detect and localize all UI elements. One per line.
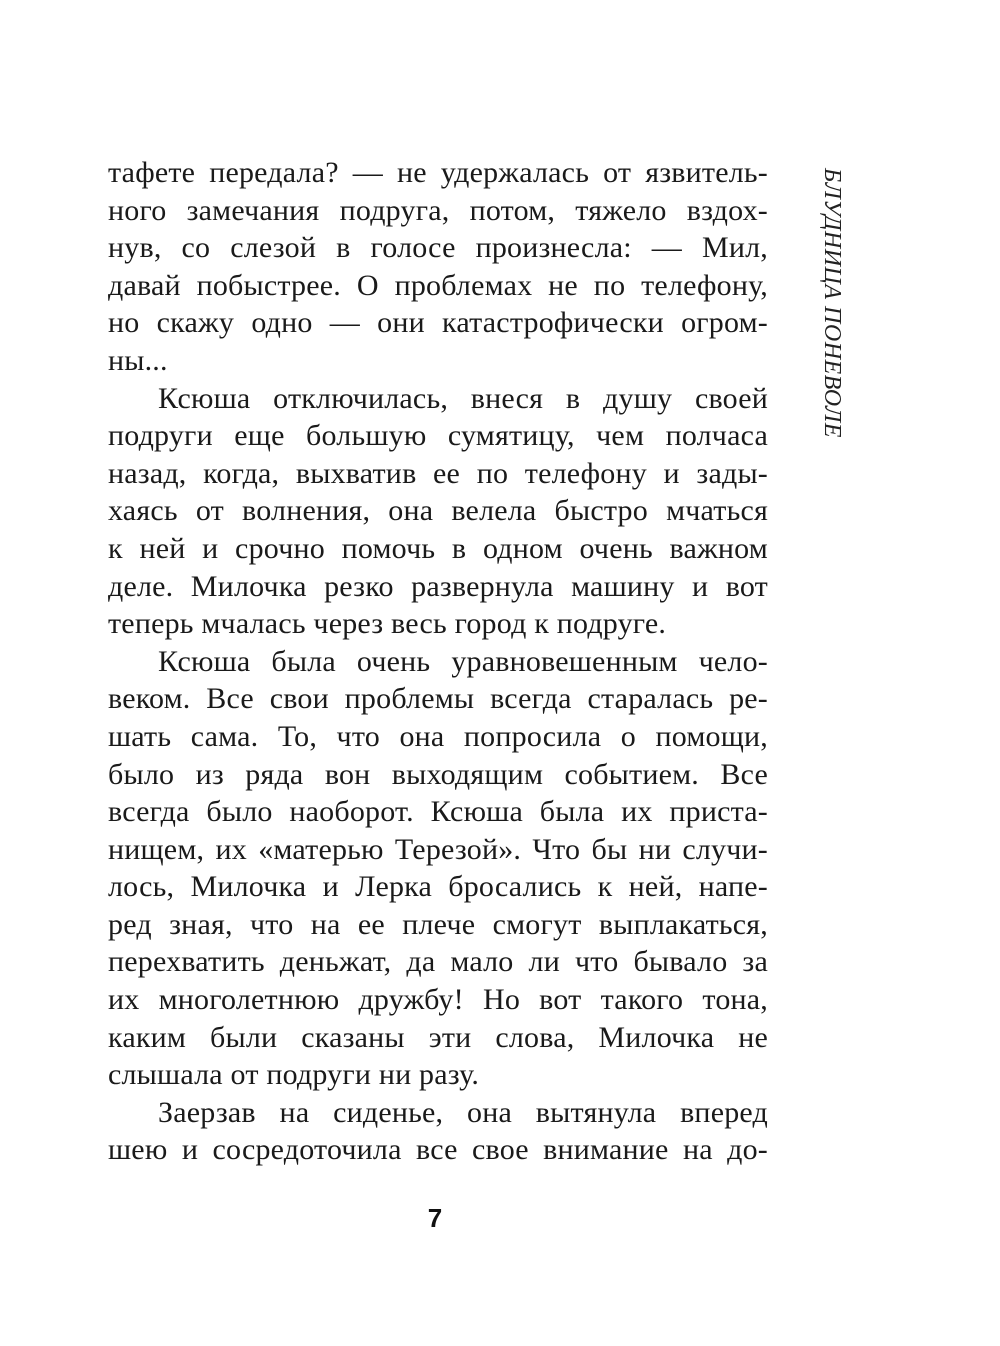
- text-line: Ксюша отключилась, внеся в душу своей: [158, 381, 768, 415]
- text-line: ного замечания подруга, потом, тяжело вздох-: [108, 193, 768, 227]
- body-text: [108, 154, 768, 1169]
- text-line: тафете передала? — не удержалась от язвитель-: [108, 156, 768, 189]
- text-line: шею и сосредоточила все свое внимание на до-: [108, 1133, 768, 1167]
- text-line: всегда было наоборот. Ксюша была их приста-: [108, 795, 768, 829]
- text-line: теперь мчалась через весь город к подруге.: [108, 607, 667, 641]
- text-line: нув, со слезой в голосе произнесла: — Мил,: [108, 231, 768, 265]
- text-line: подруги еще большую сумятицу, чем полчаса: [108, 419, 768, 453]
- text-line: назад, когда, выхватив ее по телефону и зады-: [108, 456, 768, 490]
- text-line: перехватить деньжат, да мало ли что бывало за: [108, 945, 768, 979]
- text-line: ред зная, что на ее плече смогут выплакаться,: [108, 907, 768, 941]
- text-line: веком. Все свои проблемы всегда старалась ре-: [108, 682, 768, 716]
- text-line: хаясь от волнения, она велела быстро мчаться: [108, 494, 768, 528]
- text-line: ны...: [108, 343, 168, 377]
- text-line: каким были сказаны эти слова, Милочка не: [108, 1020, 768, 1054]
- page-number: 7: [427, 1203, 443, 1233]
- text-line: Заерзав на сиденье, она вытянула вперед: [158, 1095, 768, 1129]
- text-line: но скажу одно — они катастрофически огром-: [108, 306, 768, 340]
- text-line: к ней и срочно помочь в одном очень важном: [108, 531, 768, 565]
- text-line: деле. Милочка резко развернула машину и вот: [108, 569, 768, 603]
- text-line: было из ряда вон выходящим событием. Все: [108, 757, 768, 791]
- text-line: Ксюша была очень уравновешенным чело-: [158, 644, 768, 678]
- running-head-title: БЛУДНИЦА ПОНЕВОЛЕ: [819, 168, 845, 438]
- text-line: нищем, их «матерью Терезой». Что бы ни случи-: [108, 832, 768, 866]
- text-line: шать сама. То, что она попросила о помощи,: [108, 719, 768, 753]
- text-line: лось, Милочка и Лерка бросались к ней, напе-: [108, 870, 768, 904]
- text-line: их многолетнюю дружбу! Но вот такого тона,: [108, 983, 768, 1017]
- text-line: давай побыстрее. О проблемах не по телефону,: [108, 268, 768, 302]
- text-line: слышала от подруги ни разу.: [108, 1058, 480, 1092]
